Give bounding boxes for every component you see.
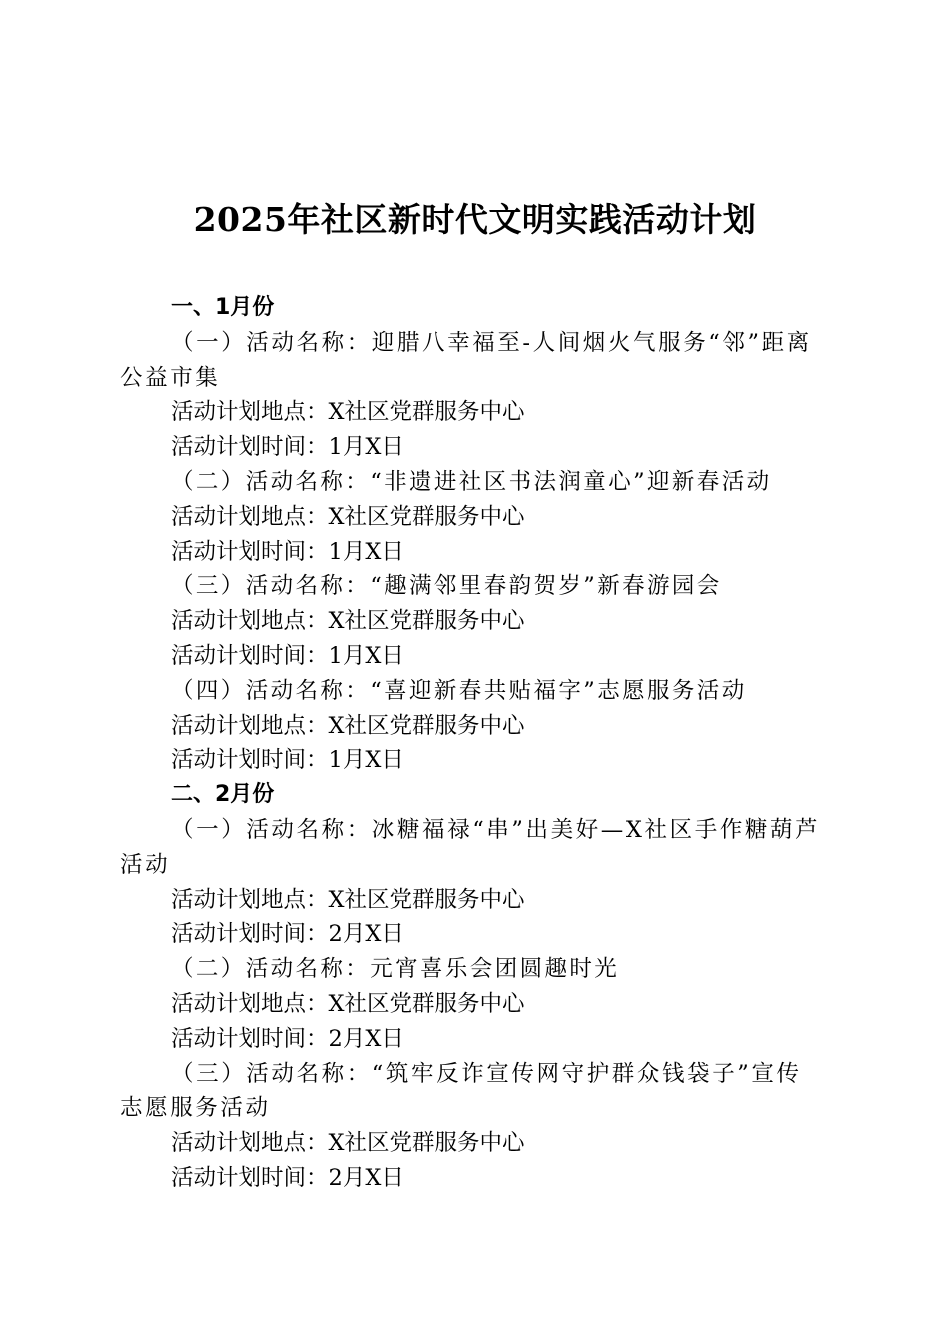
activity-location: 活动计划地点：X社区党群服务中心: [171, 712, 525, 739]
document-title: 2025年社区新时代文明实践活动计划: [193, 200, 757, 239]
activity-name: （二）活动名称：“非遗进社区书法润童心”迎新春活动: [171, 468, 772, 495]
activity-location: 活动计划地点：X社区党群服务中心: [171, 990, 525, 1017]
document-body: [120, 291, 825, 1196]
activity-name: （一）活动名称：冰糖福禄“串”出美好—X社区手作糖葫芦活动: [120, 816, 821, 878]
activity-time: 活动计划时间：2月X日: [171, 921, 404, 948]
activity-location: 活动计划地点：X社区党群服务中心: [171, 399, 525, 426]
activity-time: 活动计划时间：1月X日: [171, 434, 404, 461]
activity-time: 活动计划时间：2月X日: [171, 1025, 404, 1052]
activity-name: （四）活动名称：“喜迎新春共贴福字”志愿服务活动: [171, 677, 747, 704]
activity-location: 活动计划地点：X社区党群服务中心: [171, 1130, 525, 1157]
activity-time: 活动计划时间：1月X日: [171, 747, 404, 774]
activity-location: 活动计划地点：X社区党群服务中心: [171, 608, 525, 635]
activity-location: 活动计划地点：X社区党群服务中心: [171, 503, 525, 530]
activity-location: 活动计划地点：X社区党群服务中心: [171, 886, 525, 913]
activity-name: （三）活动名称：“趣满邻里春韵贺岁”新春游园会: [171, 573, 722, 600]
section-heading-february: 二、2月份: [171, 782, 275, 808]
activity-time: 活动计划时间：2月X日: [171, 1164, 404, 1191]
activity-name: （二）活动名称：元宵喜乐会团圆趣时光: [171, 956, 620, 983]
activity-time: 活动计划时间：1月X日: [171, 538, 404, 565]
activity-name: （三）活动名称：“筑牢反诈宣传网守护群众钱袋子”宣传志愿服务活动: [120, 1060, 802, 1122]
activity-time: 活动计划时间：1月X日: [171, 642, 404, 669]
section-heading-january: 一、1月份: [171, 295, 275, 320]
activity-name: （一）活动名称：迎腊八幸福至-人间烟火气服务“邻”距离公益市集: [120, 329, 812, 391]
